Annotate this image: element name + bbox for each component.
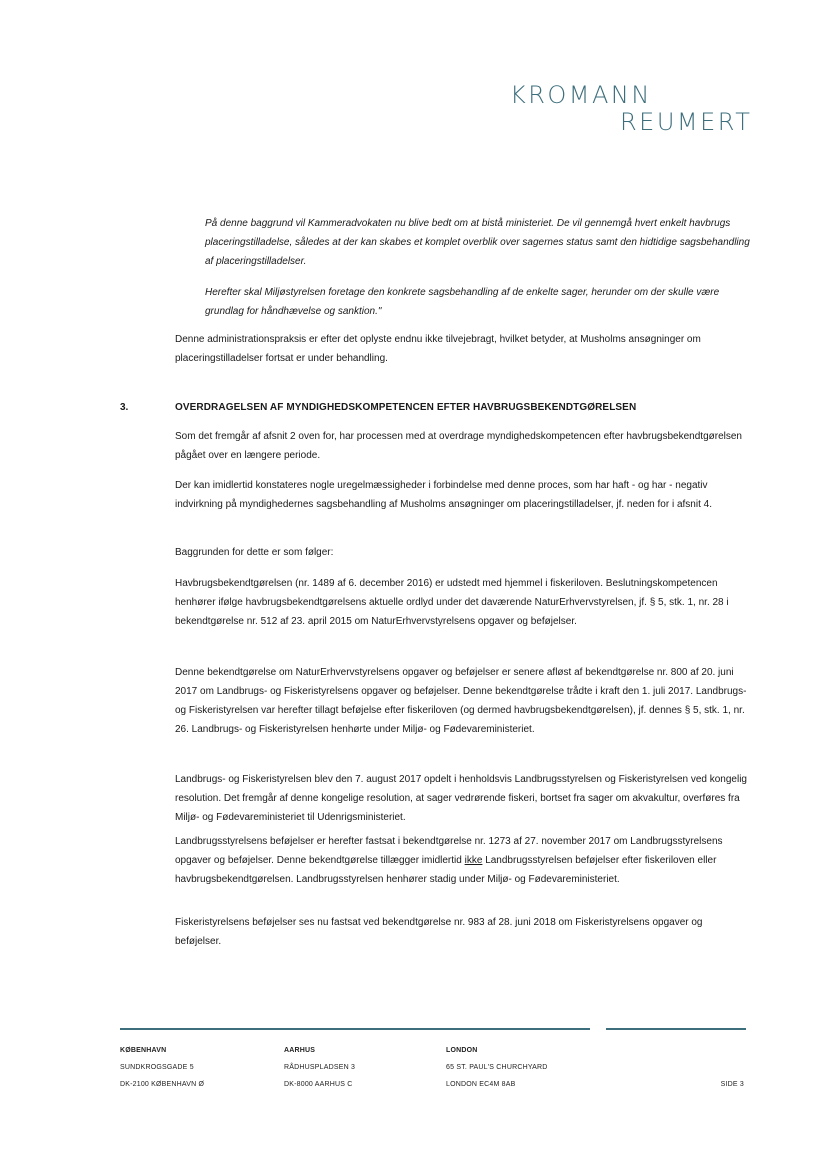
body-paragraph-7-part-b: Landbrugsstyrelsen beføjelser efter fiskeriloven eller havbrugsbekendtgørelsen. Landbrugsstyrelsen henhører stadig under Miljø- og Fødevareministeriet. <box>175 855 717 885</box>
section-heading: OVERDRAGELSEN AF MYNDIGHEDSKOMPETENCEN EFTER HAVBRUGSBEKENDTGØRELSEN <box>175 402 637 413</box>
footer-address-line: SUNDKROGSGADE 5 <box>120 1064 194 1071</box>
footer-rule-left <box>120 1028 590 1030</box>
footer-office-london <box>446 1042 548 1093</box>
footer-city: KØBENHAVN <box>120 1047 167 1054</box>
quote-paragraph-1: På denne baggrund vil Kammeradvokaten nu blive bedt om at bistå ministeriet. De vil gennemgå hvert enkelt havbrugs placeringstilladelse, således at der kan skabes et komplet overblik over sagernes status samt den hidtidige sagsbehandling af placeringstilladelser. <box>205 218 750 267</box>
body-paragraph-3: Baggrunden for dette er som følger: <box>175 547 334 558</box>
footer-address-line: DK-2100 KØBENHAVN Ø <box>120 1081 205 1088</box>
footer-city: AARHUS <box>284 1047 316 1054</box>
footer-city: LONDON <box>446 1047 478 1054</box>
body-paragraph-2: Der kan imidlertid konstateres nogle uregelmæssigheder i forbindelse med denne proces, som har haft - og har - negativ indvirkning på myndighedernes sagsbehandling af Musholms ansøgninger om placeringstilladelser, jf. neden for i afsnit 4. <box>175 480 712 510</box>
body-paragraph-4: Havbrugsbekendtgørelsen (nr. 1489 af 6. december 2016) er udstedt med hjemmel i fiskeriloven. Beslutningskompetencen henhører ifølge havbrugsbekendtgørelsens aktuelle ordlyd under det daværende NaturErhvervstyrelsen, jf. § 5, stk. 1, nr. 28 i bekendtgørelse nr. 512 af 23. april 2015 om NaturErhvervstyrelsens opgaver og beføjelser. <box>175 578 729 627</box>
emphasis-ikke: ikke <box>464 855 483 866</box>
body-paragraph-7 <box>175 832 750 889</box>
logo-line-2: REUMERT <box>620 108 753 136</box>
body-paragraph-7-part-a: Landbrugsstyrelsens beføjelser er herefter fastsat i bekendtgørelse nr. 1273 af 27. november 2017 om Landbrugsstyrelsens opgaver og beføjelser. Denne bekendtgørelse tillægger imidlertid <box>175 836 723 866</box>
footer-address-line: 65 ST. PAUL'S CHURCHYARD <box>446 1064 548 1071</box>
footer-office-copenhagen <box>120 1042 204 1093</box>
body-paragraph-5: Denne bekendtgørelse om NaturErhvervstyrelsens opgaver og beføjelser er senere afløst af bekendtgørelse nr. 800 af 20. juni 2017 om Landbrugs- og Fiskeristyrelsens opgaver og beføjelser. Denne bekendtgørelse trådte i kraft den 1. juli 2017. Landbrugs- og Fiskeristyrelsen var herefter tillagt beføjelse efter fiskeriloven (og dermed havbrugsbekendtgørelsen), jf. dennes § 5, stk. 1, nr. 26. Landbrugs- og Fiskeristyrelsen henhørte under Miljø- og Fødevareministeriet. <box>175 667 747 735</box>
body-paragraph-6: Landbrugs- og Fiskeristyrelsen blev den 7. august 2017 opdelt i henholdsvis Landbrugsstyrelsen og Fiskeristyrelsen ved kongelig resolution. Det fremgår af denne kongelige resolution, at sager vedrørende fiskeri, bortset fra sager om akvakultur, overføres fra Miljø- og Fødevareministeriet til Udenrigsministeriet. <box>175 774 747 823</box>
company-logo <box>510 82 770 136</box>
footer-office-aarhus <box>284 1042 355 1093</box>
footer-rule-right <box>606 1028 746 1030</box>
page-number: SIDE 3 <box>720 1081 744 1088</box>
section-number: 3. <box>120 402 129 413</box>
quote-paragraph-2: Herefter skal Miljøstyrelsen foretage den konkrete sagsbehandling af de enkelte sager, herunder om der skulle være grundlag for håndhævelse og sanktion." <box>205 287 720 317</box>
footer-address-line: RÅDHUSPLADSEN 3 <box>284 1064 356 1071</box>
body-paragraph-1: Som det fremgår af afsnit 2 oven for, har processen med at overdrage myndighedskompetencen efter havbrugsbekendtgørelsen pågået over en længere periode. <box>175 431 742 461</box>
footer-address-line: LONDON EC4M 8AB <box>446 1081 516 1088</box>
body-paragraph-8: Fiskeristyrelsens beføjelser ses nu fastsat ved bekendtgørelse nr. 983 af 28. juni 2018 om Fiskeristyrelsens opgaver og beføjelser. <box>175 917 703 947</box>
logo-line-1: KROMANN <box>510 81 652 109</box>
footer-address-line: DK-8000 AARHUS C <box>284 1081 353 1088</box>
intro-paragraph: Denne administrationspraksis er efter det oplyste endnu ikke tilvejebragt, hvilket betyder, at Musholms ansøgninger om placeringstilladelser fortsat er under behandling. <box>175 334 701 364</box>
